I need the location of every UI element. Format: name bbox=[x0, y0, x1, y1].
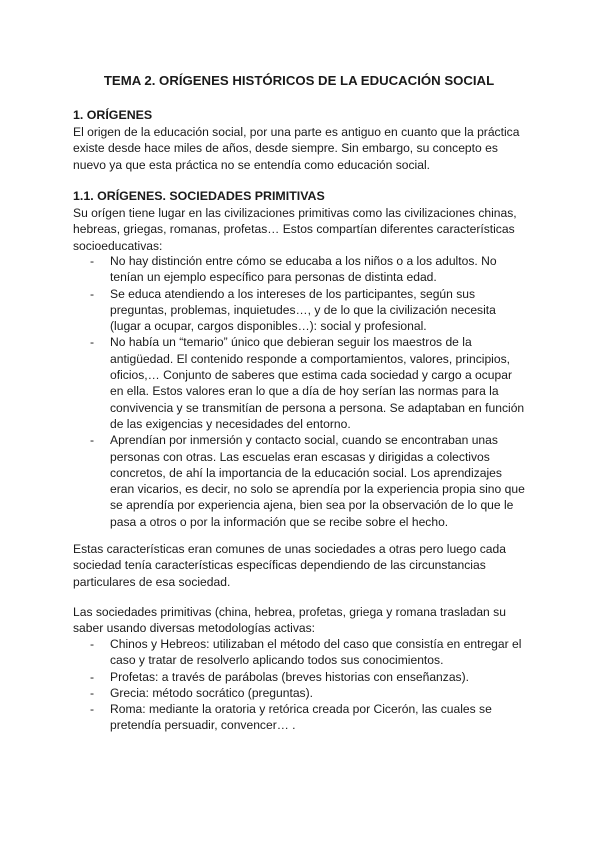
list-item bbox=[73, 636, 525, 669]
dash-bullet: - bbox=[90, 669, 95, 684]
list-item bbox=[73, 286, 525, 335]
dash-bullet: - bbox=[90, 433, 95, 448]
section-1-1-heading: 1.1. ORÍGENES. SOCIEDADES PRIMITIVAS bbox=[73, 189, 325, 203]
methods-list bbox=[73, 636, 525, 734]
section-1-heading: 1. ORÍGENES bbox=[73, 108, 153, 122]
document-title: TEMA 2. ORÍGENES HISTÓRICOS DE LA EDUCACIÓN SOCIAL bbox=[103, 73, 495, 88]
list-item bbox=[73, 669, 525, 685]
paragraph-common-characteristics: Estas características eran comunes de unas sociedades a otras pero luego cada sociedad tenía características específicas dependiendo de las circunstancias particulares de esa sociedad. bbox=[73, 542, 506, 589]
dash-bullet: - bbox=[90, 335, 95, 350]
list-item bbox=[73, 432, 525, 530]
list-item-text: No había un “temario” único que debieran seguir los maestros de la antigüedad. El contenido responde a comportamientos, valores, principios, oficios,… Conjunto de saberes que estima cada sociedad y cargo a ocupar en ella. Estos valores eran lo que a día de hoy serían las normas para la convivencia y se transmitían de persona a persona. Se adaptaban en función de las exigencias y necesidades del entorno. bbox=[110, 335, 525, 431]
characteristics-list bbox=[73, 253, 525, 530]
list-item bbox=[73, 253, 525, 286]
section-1-1-intro: Su orígen tiene lugar en las civilizaciones primitivas como las civilizaciones chinas, hebreas, griegas, romanas, profetas… Estos compartían diferentes características socioeducativas: bbox=[73, 206, 517, 253]
dash-bullet: - bbox=[90, 702, 95, 717]
list-item-text: No hay distinción entre cómo se educaba a los niños o a los adultos. No tenían un ejemplo específico para personas de distinta edad. bbox=[110, 254, 497, 285]
dash-bullet: - bbox=[90, 254, 95, 268]
list-item bbox=[73, 685, 525, 701]
paragraph-methodologies: Las sociedades primitivas (china, hebrea, profetas, griega y romana trasladan su saber usando diversas metodologías activas: bbox=[73, 605, 506, 636]
dash-bullet: - bbox=[90, 637, 95, 651]
list-item-text: Chinos y Hebreos: utilizaban el método del caso que consistía en entregar el caso y tratar de resolverlo aplicando todos sus conocimientos. bbox=[110, 637, 522, 668]
section-1-paragraph: El origen de la educación social, por una parte es antiguo en cuanto que la práctica existe desde hace miles de años, desde siempre. Sin embargo, su concepto es nuevo ya que esta práctica no se entendía como educación social. bbox=[73, 125, 520, 172]
list-item-text: Profetas: a través de parábolas (breves historias con enseñanzas). bbox=[110, 669, 469, 684]
list-item-text: Roma: mediante la oratoria y retórica creada por Cicerón, las cuales se pretendía persuadir, convencer… . bbox=[110, 702, 492, 733]
dash-bullet: - bbox=[90, 286, 95, 301]
list-item bbox=[73, 334, 525, 432]
list-item-text: Aprendían por inmersión y contacto social, cuando se encontraban unas personas con otras. Las escuelas eran escasas y dirigidas a colectivos concretos, de ahí la importancia de la educación social. Los aprendizajes eran vicarios, es decir, no solo se aprendía por la experiencia propia sino que se aprendía por experiencia ajena, bien sea por la observación de lo que le pasa a otros o por la información que se recibe sobre el hecho. bbox=[110, 433, 525, 529]
list-item-text: Grecia: método socrático (preguntas). bbox=[110, 685, 313, 700]
list-item-text: Se educa atendiendo a los intereses de los participantes, según sus preguntas, problemas, inquietudes…, y de lo que la civilización necesita (lugar a ocupar, cargos disponibles…): social y profesional. bbox=[110, 286, 496, 334]
list-item bbox=[73, 701, 525, 734]
dash-bullet: - bbox=[90, 685, 95, 700]
